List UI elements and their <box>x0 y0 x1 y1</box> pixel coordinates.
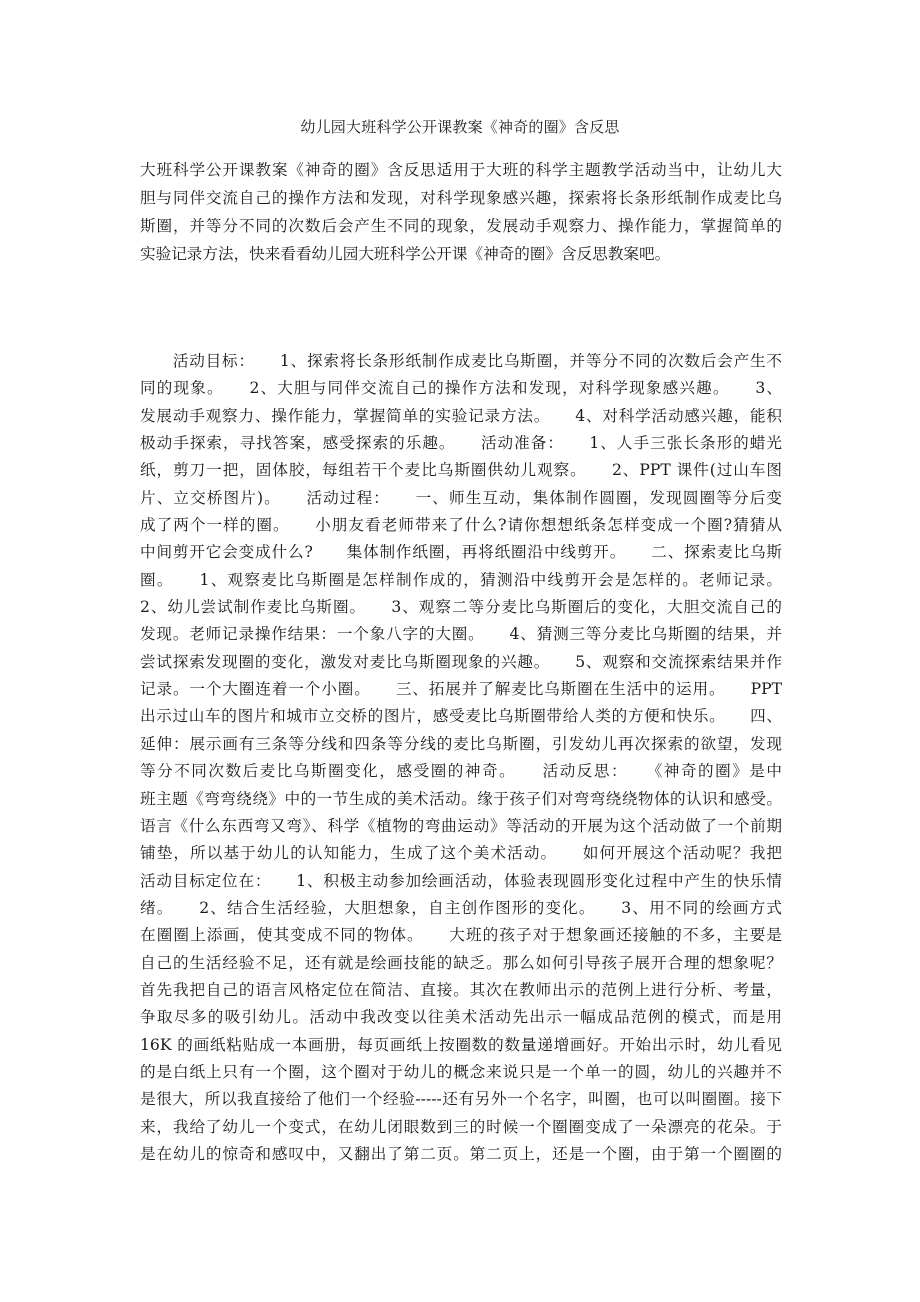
body-line: 发展动手观察力、操作能力，掌握简单的实验记录方法。 4、对科学活动感兴趣，能积 <box>140 406 782 425</box>
body-line: 纸，剪刀一把，固体胶，每组若干个麦比乌斯圈供幼儿观察。 2、PPT 课件(过山车图 <box>140 461 782 480</box>
body-line: 班主题《弯弯绕绕》中的一节生成的美术活动。缘于孩子们对弯弯绕绕物体的认识和感受。 <box>140 789 782 808</box>
body-line: 的是白纸上只有一个圈，这个圈对于幼儿的概念来说只是一个单一的圆，幼儿的兴趣并不 <box>140 1062 782 1081</box>
body-line: 在圈圈上添画，使其变成不同的物体。 大班的孩子对于想象画还接触的不多，主要是 <box>140 926 782 945</box>
body-line: 圈。 1、观察麦比乌斯圈是怎样制作成的，猜测沿中线剪开会是怎样的。老师记录。 <box>140 570 782 589</box>
intro-line: 胆与同伴交流自己的操作方法和发现，对科学现象感兴趣，探索将长条形纸制作成麦比乌 <box>140 189 782 207</box>
body-line: 片、立交桥图片)。 活动过程： 一、师生互动，集体制作圆圈，发现圆圈等分后变 <box>140 488 782 507</box>
body-line: 16K 的画纸粘贴成一本画册，每页画纸上按圈数的数量递增画好。开始出示时，幼儿看见 <box>140 1035 782 1054</box>
body-line: 首先我把自己的语言风格定位在简洁、直接。其次在教师出示的范例上进行分析、考量， <box>140 980 782 999</box>
body-line: 争取尽多的吸引幼儿。活动中我改变以往美术活动先出示一幅成品范例的模式，而是用 <box>140 1008 782 1027</box>
body-line: 绪。 2、结合生活经验，大胆想象，自主创作图形的变化。 3、用不同的绘画方式 <box>140 898 782 917</box>
body-line: 延伸：展示画有三条等分线和四条等分线的麦比乌斯圈，引发幼儿再次探索的欲望，发现 <box>140 734 782 753</box>
body-line: 来，我给了幼儿一个变式，在幼儿闭眼数到三的时候一个圈圈变成了一朵漂亮的花朵。于 <box>140 1117 782 1136</box>
body-line: 是在幼儿的惊奇和感叹中，又翻出了第二页。第二页上，还是一个圈，由于第一个圈圈的 <box>140 1144 782 1163</box>
body-line: 活动目标定位在： 1、积极主动参加绘画活动，体验表现圆形变化过程中产生的快乐情 <box>140 871 782 890</box>
intro-line: 斯圈，并等分不同的次数后会产生不同的现象，发展动手观察力、操作能力，掌握简单的 <box>140 217 782 235</box>
body-line: 语言《什么东西弯又弯》、科学《植物的弯曲运动》等活动的开展为这个活动做了一个前期 <box>140 816 782 835</box>
body-line: 尝试探索发现圈的变化，激发对麦比乌斯圈现象的兴趣。 5、观察和交流探索结果并作 <box>140 652 782 671</box>
body-line: 同的现象。 2、大胆与同伴交流自己的操作方法和发现，对科学现象感兴趣。 3、 <box>140 379 782 398</box>
body-line: 中间剪开它会变成什么? 集体制作纸圈，再将纸圈沿中线剪开。 二、探索麦比乌斯 <box>140 543 782 562</box>
body-line: 极动手探索，寻找答案，感受探索的乐趣。 活动准备： 1、人手三张长条形的蜡光 <box>140 434 782 453</box>
body-line: 活动目标： 1、探索将长条形纸制作成麦比乌斯圈，并等分不同的次数后会产生不 <box>140 352 782 370</box>
body-line: 是很大，所以我直接给了他们一个经验-----还有另外一个名字，叫圈，也可以叫圈圈。接下 <box>140 1090 782 1109</box>
intro-paragraph <box>140 156 782 268</box>
body-paragraph <box>140 348 782 1168</box>
body-line: 2、幼儿尝试制作麦比乌斯圈。 3、观察二等分麦比乌斯圈后的变化，大胆交流自己的 <box>140 598 782 617</box>
body-line: 出示过山车的图片和城市立交桥的图片，感受麦比乌斯圈带给人类的方便和快乐。 四、 <box>140 707 782 726</box>
body-line: 自己的生活经验不足，还有就是绘画技能的缺乏。那么如何引导孩子展开合理的想象呢？ <box>140 953 782 972</box>
body-line: 等分不同次数后麦比乌斯圈变化，感受圈的神奇。 活动反思： 《神奇的圈》是中 <box>140 762 782 781</box>
intro-line: 大班科学公开课教案《神奇的圈》含反思适用于大班的科学主题教学活动当中，让幼儿大 <box>140 161 782 179</box>
body-line: 记录。一个大圈连着一个小圈。 三、拓展并了解麦比乌斯圈在生活中的运用。 PPT <box>140 680 782 699</box>
body-line: 发现。老师记录操作结果：一个象八字的大圈。 4、猜测三等分麦比乌斯圈的结果，并 <box>140 625 782 644</box>
intro-line: 实验记录方法，快来看看幼儿园大班科学公开课《神奇的圈》含反思教案吧。 <box>140 245 671 263</box>
body-line: 成了两个一样的圈。 小朋友看老师带来了什么?请你想想纸条怎样变成一个圈?猜猜从 <box>140 516 782 535</box>
body-line: 铺垫，所以基于幼儿的认知能力，生成了这个美术活动。 如何开展这个活动呢？我把 <box>140 844 782 863</box>
document-title: 幼儿园大班科学公开课教案《神奇的圈》含反思 <box>300 118 620 136</box>
